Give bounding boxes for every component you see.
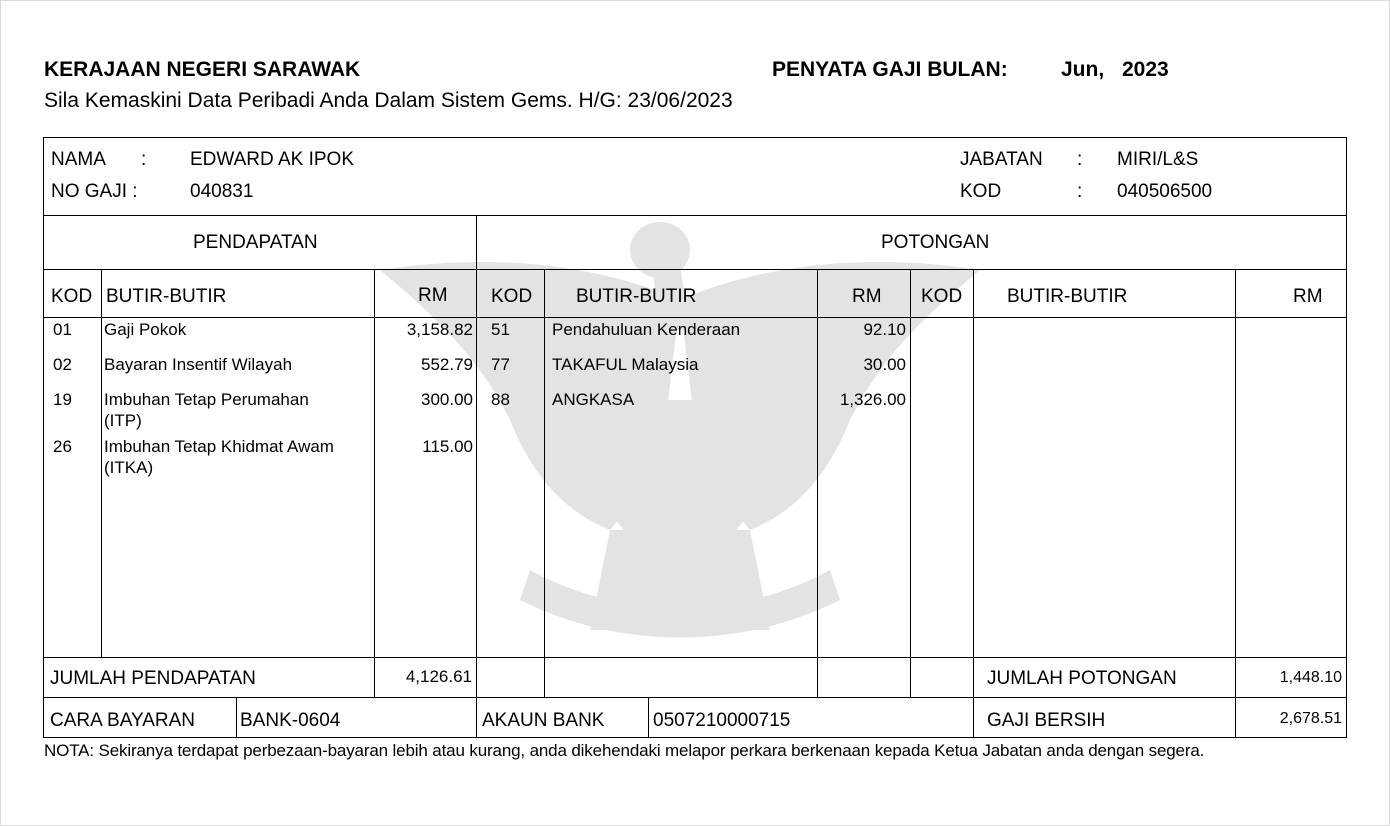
ded-kod-header: KOD	[491, 286, 533, 307]
jumlah-pendapatan-value: 4,126.61	[405, 667, 472, 686]
ded2-butir-divider	[1235, 269, 1236, 737]
ded-rm-header: RM	[852, 286, 882, 307]
ded-desc: ANGKASA	[552, 390, 635, 409]
table-right-border	[1346, 137, 1347, 737]
ded-butir-divider	[817, 269, 818, 697]
org-title: KERAJAAN NEGERI SARAWAK	[44, 58, 361, 81]
section-divider	[43, 269, 1347, 270]
ded2-butir-header: BUTIR-BUTIR	[1007, 286, 1128, 307]
ded-amount: 30.00	[863, 355, 906, 374]
earn-butir-divider	[374, 269, 375, 697]
ded-amount: 92.10	[863, 320, 906, 339]
pendapatan-heading: PENDAPATAN	[193, 232, 318, 253]
column-header-divider	[43, 317, 1347, 318]
earn-desc: Imbuhan Tetap Khidmat Awam	[104, 437, 334, 456]
nama-label: NAMA	[51, 149, 106, 170]
statement-month: Jun,	[1061, 58, 1105, 81]
statement-label: PENYATA GAJI BULAN:	[772, 58, 1008, 81]
info-divider	[43, 215, 1347, 216]
earn-butir-header: BUTIR-BUTIR	[106, 286, 227, 307]
jabatan-label: JABATAN	[960, 149, 1043, 170]
jabatan-colon: :	[1077, 149, 1083, 170]
table-top-border	[43, 137, 1347, 138]
jumlah-potongan-value: 1,448.10	[1279, 669, 1342, 686]
ded-kod: 51	[491, 320, 510, 339]
cara-bayaran-label: CARA BAYARAN	[50, 710, 196, 731]
earn-kod: 26	[53, 437, 72, 456]
cara-bayaran-value: BANK-0604	[240, 710, 341, 731]
potongan-heading: POTONGAN	[881, 232, 990, 253]
earn-desc-cont: (ITP)	[104, 411, 142, 430]
akaun-bank-value: 0507210000715	[653, 710, 791, 731]
kod-value: 040506500	[1117, 181, 1213, 202]
table-left-border	[43, 137, 44, 737]
footer-note: NOTA: Sekiranya terdapat perbezaan-bayaran lebih atau kurang, anda dikehendaki melapor perkara berkenaan kepada Ketua Jabatan anda dengan segera.	[44, 741, 1205, 760]
table-bottom-border	[43, 737, 1347, 738]
ded2-kod-header: KOD	[921, 286, 963, 307]
earn-desc: Bayaran Insentif Wilayah	[104, 355, 293, 374]
ded-kod: 77	[491, 355, 510, 374]
earn-desc: Imbuhan Tetap Perumahan	[104, 390, 309, 409]
bank-account-divider	[648, 697, 649, 737]
statement-year: 2023	[1122, 58, 1169, 81]
earn-kod: 19	[53, 390, 72, 409]
gaji-bersih-value: 2,678.51	[1279, 710, 1342, 727]
earnings-deductions-divider	[476, 215, 477, 737]
ded-rm-divider	[910, 269, 911, 697]
akaun-bank-label: AKAUN BANK	[482, 710, 605, 731]
payment-method-divider	[236, 697, 237, 737]
ded-amount: 1,326.00	[839, 390, 906, 409]
totals-divider	[43, 657, 1347, 658]
ded2-kod-divider	[973, 269, 974, 737]
jumlah-potongan-label: JUMLAH POTONGAN	[987, 668, 1177, 689]
payment-divider	[43, 697, 1347, 698]
earn-amount: 552.79	[421, 355, 473, 374]
earn-kod: 02	[53, 355, 72, 374]
jabatan-value: MIRI/L&S	[1117, 149, 1199, 170]
kod-colon: :	[1077, 181, 1083, 202]
nama-colon: :	[141, 149, 147, 170]
nama-value: EDWARD AK IPOK	[190, 149, 354, 170]
nogaji-label: NO GAJI :	[51, 181, 138, 202]
ded2-rm-header: RM	[1293, 286, 1323, 307]
earn-rm-header: RM	[418, 285, 448, 306]
earn-amount: 300.00	[421, 390, 473, 409]
ded-kod: 88	[491, 390, 510, 409]
gaji-bersih-label: GAJI BERSIH	[987, 710, 1106, 731]
earn-kod-header: KOD	[51, 286, 93, 307]
ded-butir-header: BUTIR-BUTIR	[576, 286, 697, 307]
earn-kod-divider	[101, 269, 102, 657]
kod-label: KOD	[960, 181, 1002, 202]
earn-desc-cont: (ITKA)	[104, 458, 154, 477]
ded-desc: TAKAFUL Malaysia	[552, 355, 699, 374]
ded-desc: Pendahuluan Kenderaan	[552, 320, 741, 339]
nogaji-value: 040831	[190, 181, 254, 202]
update-notice: Sila Kemaskini Data Peribadi Anda Dalam Sistem Gems. H/G: 23/06/2023	[44, 89, 733, 112]
earn-desc: Gaji Pokok	[104, 320, 187, 339]
ded-kod-divider	[544, 269, 545, 697]
earn-amount: 3,158.82	[406, 320, 473, 339]
earn-kod: 01	[53, 320, 72, 339]
jumlah-pendapatan-label: JUMLAH PENDAPATAN	[50, 668, 256, 689]
earn-amount: 115.00	[422, 437, 473, 456]
